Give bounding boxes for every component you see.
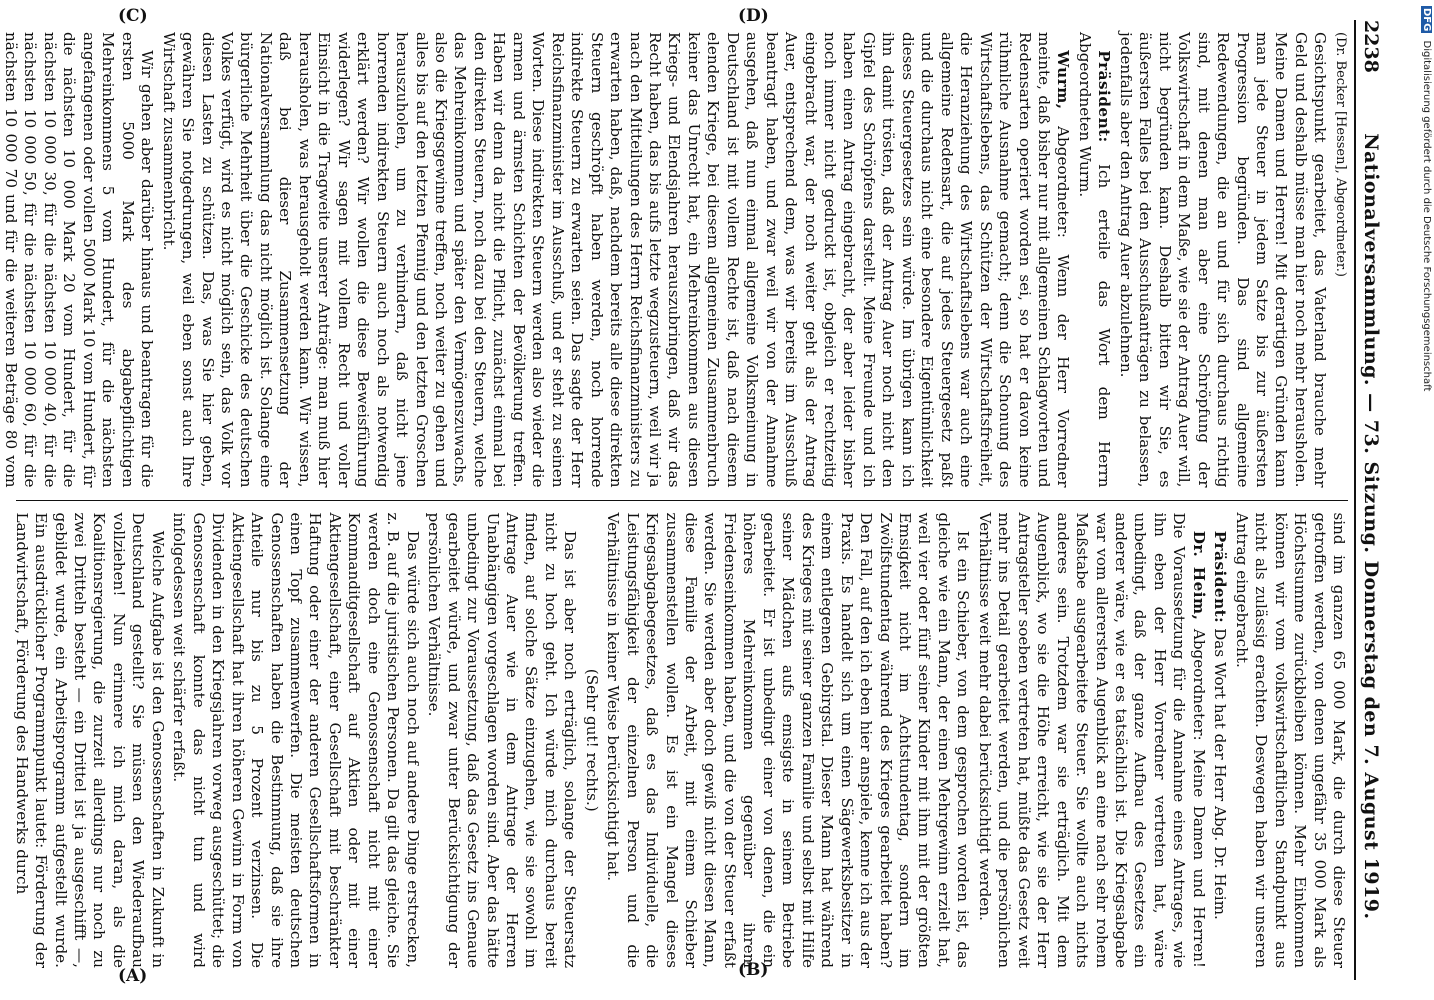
dfg-logo: DFG	[1421, 8, 1432, 32]
margin-marker-d: (D)	[738, 6, 769, 26]
running-head	[1354, 20, 1382, 980]
paragraph: Gesichtspunkt gearbeitet, das Vaterland brauche mehr Geld und deshalb müsse man hier noch mehr herausholen. Meine Damen und Herren! Mit derartigen Gründen kann man jede Steuer in jedem Satze bis zur äußersten Progression begründen. Das sind allgemeine Redewendungen, die an und für sich durchaus richtig sind, mit denen man aber eine Schröpfung der Volkswirtschaft in dem Maße, wie sie der Antrag Auer will, nicht begründen kann. Deshalb bitten wir Sie, es äußersten Falles bei den Ausschußanträgen zu belassen, jedenfalls aber den Antrag Auer abzulehnen.	[1116, 32, 1330, 488]
speaker-name: Präsident:	[1095, 50, 1114, 143]
speaker-name: Wurm,	[1054, 50, 1073, 110]
paragraph: Das ist aber noch erträglich, solange der Steuersatz nicht zu hoch geht. Ich würde mich durchaus bereit finden, auf solche Sätze einzugehen, wie sie sowohl im Antrage Auer wie in dem Antrage der Herren Unabhängigen vorgeschlagen worden sind. Aber das hätte unbedingt zur Voraussetzung, daß das Gesetz ins Genaue gearbeitet würde, und zwar unter Berücksichtigung der persönlichen Verhältnisse.	[425, 512, 580, 968]
paragraph: Das würde sich auch noch auf andere Dinge erstrecken, z. B. auf die juristischen Personen. Da gilt das gleiche. Sie werden doch eine Genossenschaft nicht mit einer Kommanditgesellschaft auf Aktien oder mit einer Aktiengesellschaft, einer Gesellschaft mit beschränkter Haftung oder einer der anderen Gesellschaftsformen in einen Topf zusammenwerfen. Die meisten deutschen Genossenschaften haben die Bestimmung, daß sie ihre Anteile nur bis zu 5 Prozent verzinsen. Die Aktiengesellschaft hat ihren höheren Gewinn in Form von Dividenden in den Kriegsjahren vorweg ausgeschüttet; die Genossenschaft konnte das nicht tun und wird infolgedessen weit schärfer erfaßt.	[170, 512, 422, 968]
speaker-name: Präsident:	[1211, 530, 1230, 624]
digitization-credit	[1421, 6, 1432, 391]
paragraph: Welche Aufgabe ist den Genossenschaften in Zukunft in Deutschland gestellt? Sie müssen den Wiederaufbau vollziehen! Nun erinnere ich mich daran, als die Koalitionsregierung, die zurzeit allerdings nur noch zu zwei Dritteln besteht — ein Drittel ist ja ausgeschifft —, gebildet wurde, ein Arbeitsprogramm aufgestellt wurde. Ein ausdrücklicher Programmpunkt lautet: Förderung der Landwirtschaft, Förderung des Handwerks durch	[12, 512, 167, 968]
left-column	[2, 20, 1348, 500]
paragraph: Wir gehen aber darüber hinaus und beantragen für die ersten 5000 Mark des abgabepflichtigen Mehreinkommens 5 vom Hundert, für die nächsten angefangenen oder vollen 5000 Mark 10 vom Hundert, für die nächsten 10 000 Mark 20 vom Hundert, für die nächsten 10 000 30, für die nächsten 10 000 40, für die nächsten 10 000 50, für die nächsten 10 000 60, für die nächsten 10 000 70 und für die weiteren Beträge 80 vom	[2, 32, 157, 488]
page-title: Nationalversammlung. — 73. Sitzung. Donnerstag den 7. August 1919.	[1360, 133, 1382, 920]
paragraph-text: Abgeordneter: Meine Damen und Herren! Die Voraussetzung für die Annahme eines Antrages, wie ihn eben der Herr Vorredner vertreten hat, wäre unbedingt, daß der ganze Aufbau des Gesetzes ein anderer wäre, wie er es tatsächlich ist. Die Kriegsabgabe war vom allerersten Augenblick an eine nach sehr rohem Maßstabe ausgearbeitete Steuer. Sie wollte auch nichts anderes sein. Trotzdem war sie erträglich. Mit dem Augenblick, wo sie die Höhe erreicht, wie sie der Herr Antragsteller soeben vertreten hat, müßte das Gesetz weit mehr ins Detail gearbeitet werden, und die persönlichen Verhältnisse weit mehr dabei berücksichtigt werden.	[975, 512, 1208, 968]
paragraph	[974, 513, 1207, 969]
paragraph	[1074, 32, 1113, 488]
paragraph-text: Das Wort hat der Herr Abg. Dr. Heim.	[1211, 628, 1230, 920]
interjection: (Sehr gut! rechts.)	[582, 668, 601, 812]
margin-marker-c: (C)	[118, 6, 148, 26]
right-column	[12, 500, 1348, 981]
digitization-text: Digitalisierung gefördert durch die Deutsche Forschungsgemeinschaft	[1421, 40, 1432, 392]
paragraph: sind im ganzen 65 000 Mark, die durch diese Steuer getroffen werden, von denen ungefähr 35 000 Mark als Höchstsumme zurückbleiben können. Mehr Einkommen können wir vom volkswirtschaftlichen Standpunkt aus nicht als zulässig erachten. Deswegen haben wir unseren Antrag eingebracht.	[1232, 512, 1348, 968]
speaker-note: (Dr. Becker [Hessen], Abgeordneter.)	[1333, 32, 1348, 277]
paragraph	[158, 32, 1072, 488]
paragraph-text: Ich erteile das Wort dem Herrn Abgeordneten Wurm.	[1075, 32, 1114, 488]
paragraph-text: Abgeordneter: Wenn der Herr Vorredner meinte, daß bisher nur mit allgemeinen Schlagworten und Redensarten operiert worden sei, so hat er davon keine rühmliche Ausnahme gemacht; denn die Schonung des Wirtschaftslebens, das Schützen der Wirtschaftsfreiheit, die Heranziehung des Wirtschaftslebens war auch eine allgemeine Redensart, die auf jedes Steuergesetz paßt und die durchaus nicht eine besondere Eigentümlichkeit dieses Steuergesetzes sein würde. Im übrigen kann ich ihn damit trösten, daß der Antrag Auer noch nicht den Gipfel des Schröpfens darstellt. Meine Freunde und ich haben einen Antrag eingebracht, der aber leider bisher noch immer nicht gedruckt ist, obgleich er rechtzeitig eingebracht war, der noch weiter geht als der Antrag Auer, entsprechend dem, was wir bereits im Ausschuß beantragt haben, und zwar weil wir von der Annahme ausgehen, daß nun einmal allgemeine Volksmeinung in Deutschland ist mit vollem Rechte ist, daß nach diesem elenden Kriege, bei diesem allgemeinen Zusammenbruch keiner das Unrecht hat, ein Mehreinkommen aus diesen Kriegs- und Elendsjahren herauszubringen, daß wir das Recht haben, das bis aufs letzte wegzusteuern, weil wir ja nach den Mitteilungen des Herrn Reichsfinanzministers zu erwarten haben, daß, nachdem bereits alle diese direkten Steuern geschröpft haben werden, noch horrende indirekte Steuern zu erwarten seien. Das sagte der Herr Reichsfinanzminister im Ausschuß, und er steht zu seinen Worten. Diese indirekten Steuern werden also wieder die armen und ärmsten Schichten der Bevölkerung treffen. Haben wir denn da nicht die Pflicht, zunächst einmal bei den direkten Steuern, noch dazu bei den Steuern, welche das Mehreinkommen und später den Vermögenszuwachs, also die Kriegsgewinne treffen, noch weiter zu gehen und alles bis auf den letzten Pfennig und den letzten Groschen herauszuholen, um zu verhindern, daß nicht jene horrenden indirekten Steuern auch noch als notwendig erklärt werden? Wir wollen die diese Beweisführung widerlegen? Wir sagen mit vollem Recht und voller Einsicht in die Tragweite unserer Anträge: man muß hier herausholen, was herausgeholt werden kann. Wir wissen, daß bei dieser Zusammensetzung der Nationalversammlung das nicht möglich ist. Solange eine bürgerliche Mehrheit über die Geschicke des deutschen Volkes verfügt, wird es nicht möglich sein, das Volk vor diesen Lasten zu schützen. Das, was Sie hier geben, gewähren Sie notgedrungen, weil eben sonst auch Ihre Wirtschaft zusammenbricht.	[159, 32, 1073, 488]
text-columns	[2, 20, 1348, 980]
paragraph: Ist ein Schieber, von dem gesprochen worden ist, das gleiche wie ein Mann, der einen Mehrgewinn erzielt hat, weil vier oder fünf seiner Kinder mit ihm mit der größten Emsigkeit nicht im Achtstundentag, sondern im Zwölfstundentag während des Krieges gearbeitet haben? Den Fall, auf den ich eben hier anspiele, kenne ich aus der Praxis. Es handelt sich um einen Sägewerksbesitzer in einem entlegenen Gebirgstal. Dieser Mann hat während des Krieges mit seiner ganzen Familie und selbst mit Hilfe seiner Mädchen aufs emsigste in seinem Betriebe gearbeitet. Er ist unbedingt einer von denen, die ein höheres Mehreinkommen gegenüber ihrem Friedenseinkommen haben, und die von der Steuer erfaßt werden. Sie werden aber doch gewiß nicht diesen Mann, diese Familie der Arbeit, mit einem Schieber zusammenstellen wollen. Es ist ein Mangel dieses Kriegsabgabegesetzes, daß es das Individuelle, die Leistungsfähigkeit der einzelnen Person und die Verhältnisse in keiner Weise berücksichtigt hat.	[604, 512, 973, 968]
margin-marker-b: (B)	[738, 960, 769, 980]
margin-marker-a: (A)	[118, 966, 148, 986]
page-number: 2238	[1360, 20, 1382, 73]
speaker-name: Dr. Heim,	[1189, 530, 1208, 621]
paragraph	[1210, 513, 1229, 969]
